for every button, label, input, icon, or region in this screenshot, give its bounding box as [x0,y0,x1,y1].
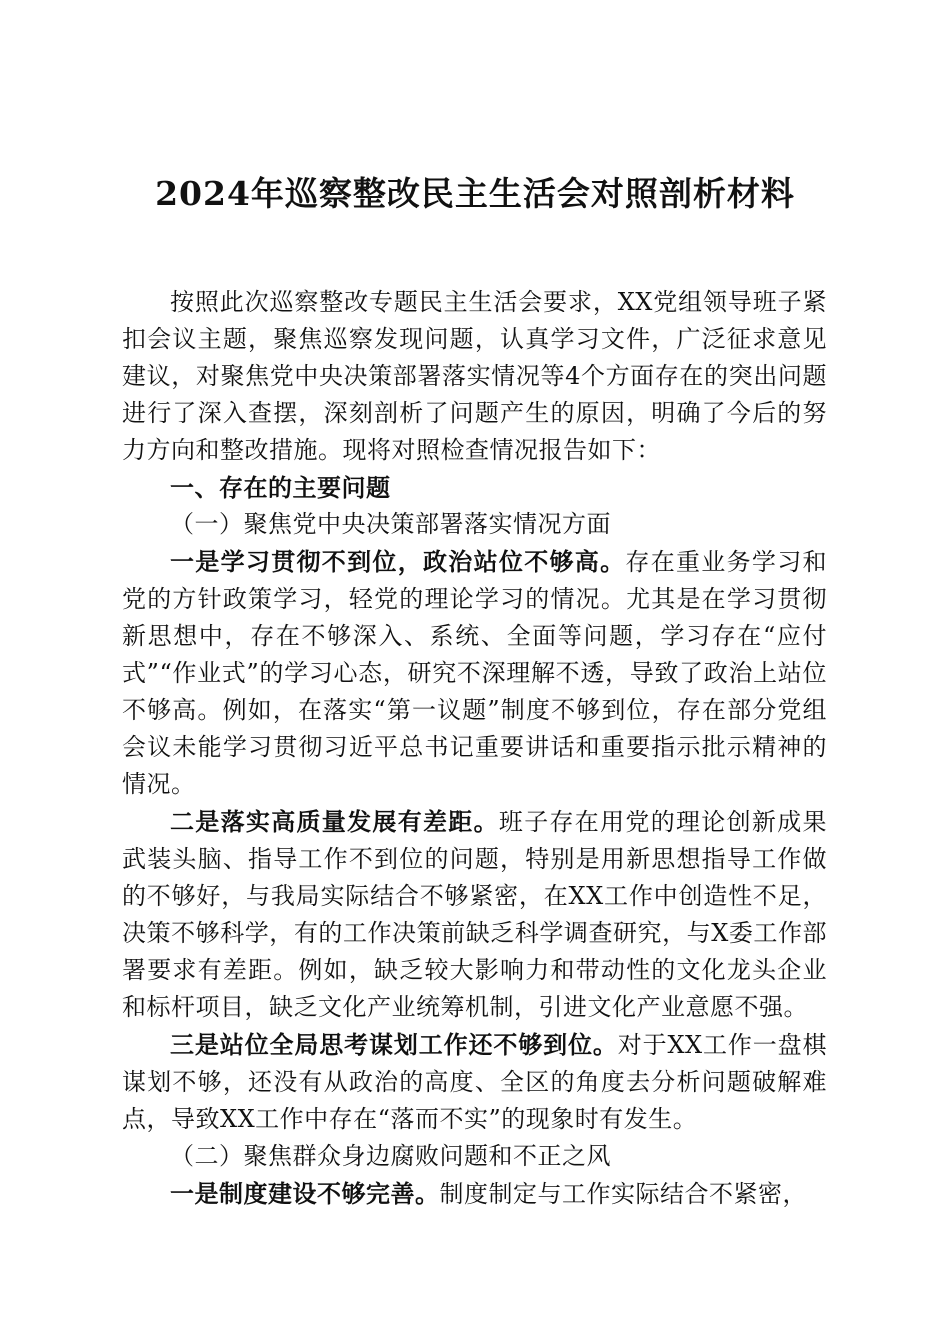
problem-item-1 [122,543,827,803]
document-title: 2024年巡察整改民主生活会对照剖析材料 [155,174,795,213]
document-body [122,284,827,1213]
problem-item-lead: 一是制度建设不够完善。 [170,1179,440,1208]
problem-item-2 [122,803,827,1026]
problem-item-lead: 三是站位全局思考谋划工作还不够到位。 [170,1030,618,1059]
problem-item-text: 制度制定与工作实际结合不紧密， [439,1180,807,1208]
problem-item-lead: 一是学习贯彻不到位，政治站位不够高。 [170,547,626,576]
section-heading-problems: 一、存在的主要问题 [170,473,391,502]
problem-item-lead: 二是落实高质量发展有差距。 [170,807,499,836]
problem-item-text: 班子存在用党的理论创新成果武装头脑、指导工作不到位的问题，特别是用新思想指导工作做的不够好，与我局实际结合不够紧密，在XX工作中创造性不足，决策不够科学，有的工作决策前缺乏科学调查研究，与X委工作部署要求有差距。例如，缺乏较大影响力和带动性的文化龙头企业和标杆项目，缺乏文化产业统筹机制，引进文化产业意愿不强。 [122,808,828,1021]
intro-paragraph: 按照此次巡察整改专题民主生活会要求，XX党组领导班子紧扣会议主题，聚焦巡察发现问题，认真学习文件，广泛征求意见建议，对聚焦党中央决策部署落实情况等4个方面存在的突出问题进行了深入查摆，深刻剖析了问题产生的原因，明确了今后的努力方向和整改措施。现将对照检查情况报告如下： [122,288,827,464]
problem-item-text: 存在重业务学习和党的方针政策学习，轻党的理论学习的情况。尤其是在学习贯彻新思想中，存在不够深入、系统、全面等问题，学习存在“应付式”“作业式”的学习心态，研究不深理解不透，导致了政治上站位不够高。例如，在落实“第一议题”制度不够到位，存在部分党组会议未能学习贯彻习近平总书记重要讲话和重要指示批示精神的情况。 [122,548,828,798]
subsection-heading-2: （二）聚焦群众身边腐败问题和不正之风 [170,1142,611,1170]
problem-item-text: 对于XX工作一盘棋谋划不够，还没有从政治的高度、全区的角度去分析问题破解难点，导致XX工作中存在“落而不实”的现象时有发生。 [122,1031,828,1133]
problem-item-3 [122,1026,827,1138]
problem-item-4 [122,1175,827,1213]
subsection-heading-1: （一）聚焦党中央决策部署落实情况方面 [170,510,611,538]
